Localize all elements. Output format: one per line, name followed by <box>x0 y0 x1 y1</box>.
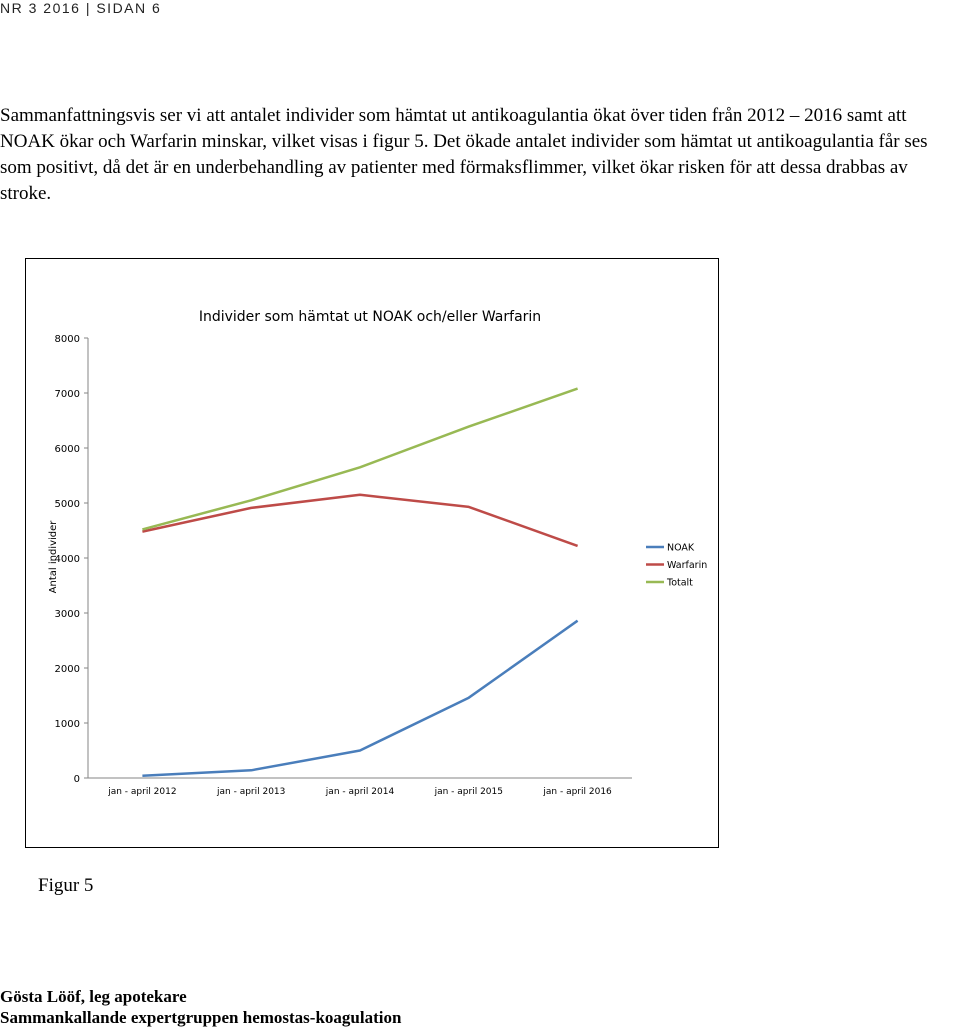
series-lines <box>142 389 577 776</box>
x-tick-label: jan - april 2015 <box>434 787 503 797</box>
chart-legend <box>646 543 707 589</box>
y-tick-label: 5000 <box>54 499 80 510</box>
y-axis-label: Antal individer <box>48 520 59 594</box>
y-tick-label: 3000 <box>54 609 80 620</box>
summary-paragraph: Sammanfattningsvis ser vi att antalet individer som hämtat ut antikoagulantia ökat över tiden från 2012 – 2016 samt att NOAK ökar och Warfarin minskar, vilket visas i figur 5. Det ökade antalet individer som hämtat ut antikoagulantia får ses som positivt, då det är en underbehandling av patienter med förmaksflimmer, vilket ökar risken för att dessa drabbas av stroke. <box>0 105 928 204</box>
y-axis <box>55 334 88 785</box>
x-tick-label: jan - april 2013 <box>217 787 286 797</box>
signature-group: Sammankallande expertgruppen hemostas-koagulation <box>0 1008 402 1027</box>
x-tick-label: jan - april 2012 <box>108 787 177 797</box>
series-line-totalt <box>142 389 577 530</box>
y-tick-label: 1000 <box>54 719 80 730</box>
legend-label-noak: NOAK <box>667 542 695 554</box>
chart-svg <box>26 259 718 847</box>
y-tick-label: 7000 <box>54 389 80 400</box>
y-tick-label: 6000 <box>54 444 80 455</box>
x-tick-label: jan - april 2016 <box>543 787 612 797</box>
signature-name: Gösta Lööf, leg apotekare <box>0 987 187 1006</box>
y-tick-label: 4000 <box>54 554 80 565</box>
y-tick-label: 8000 <box>54 334 80 345</box>
x-axis <box>88 778 632 797</box>
page-header: NR 3 2016 | SIDAN 6 <box>0 0 162 16</box>
series-line-warfarin <box>142 495 577 546</box>
legend-label-totalt: Totalt <box>667 577 693 589</box>
chart-title: Individer som hämtat ut NOAK och/eller Warfarin <box>198 309 542 325</box>
series-line-noak <box>142 621 577 776</box>
y-tick-label: 2000 <box>54 664 80 675</box>
x-tick-label: jan - april 2014 <box>325 787 395 797</box>
figure-caption: Figur 5 <box>38 875 94 896</box>
figure-5-chart <box>25 258 719 848</box>
y-tick-label: 0 <box>73 774 80 785</box>
legend-label-warfarin: Warfarin <box>667 560 708 571</box>
